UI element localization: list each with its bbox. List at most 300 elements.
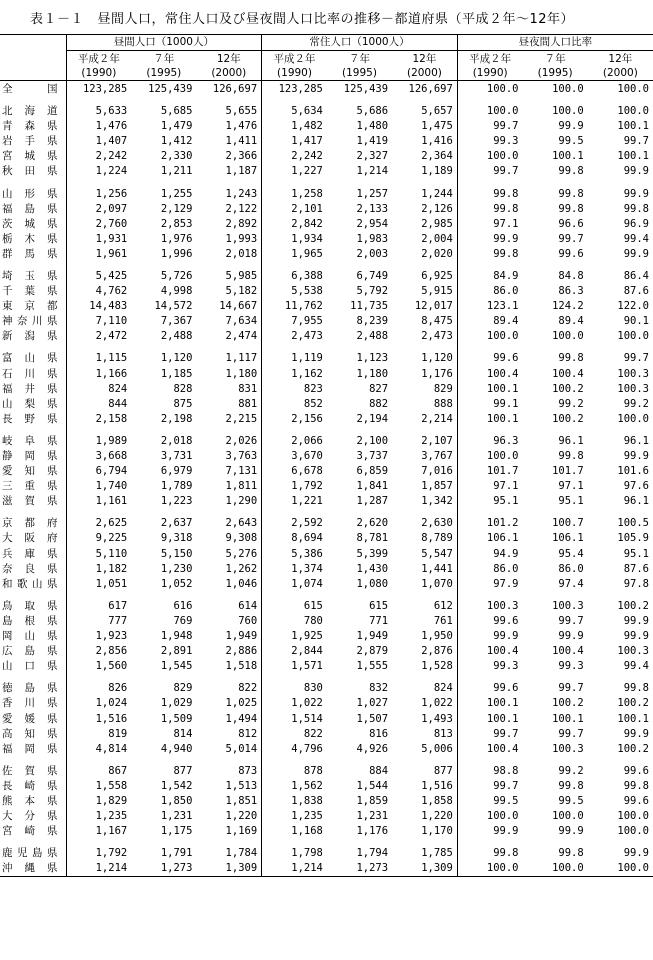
value-cell: 5,792 [356, 285, 389, 298]
value-cell: 99.1 [457, 397, 522, 412]
year-header-label: 12年 [412, 52, 437, 65]
prefecture-name: 山形県 [2, 187, 58, 200]
year-header-label: 12年 [608, 52, 633, 65]
spacer-row [0, 344, 653, 351]
value-cell: 99.8 [558, 165, 584, 178]
value-cell: 95.1 [623, 547, 649, 560]
value-cell: 1,123 [356, 352, 389, 365]
value-cell: 87.6 [623, 562, 649, 575]
table-row [0, 599, 653, 614]
value-cell: 1,516 [66, 711, 131, 726]
value-cell: 1,493 [421, 712, 453, 725]
value-cell: 1,518 [225, 660, 258, 673]
prefecture-name: 香川県 [2, 697, 58, 710]
value-cell: 100.1 [617, 150, 649, 163]
table-row [0, 516, 653, 531]
value-cell: 5,182 [225, 285, 258, 298]
value-cell: 1,925 [262, 629, 327, 644]
value-cell: 1,257 [356, 187, 389, 200]
value-cell: 1,167 [66, 824, 131, 839]
value-cell: 123,285 [262, 81, 327, 98]
value-cell: 823 [262, 382, 327, 397]
value-cell: 816 [369, 727, 389, 740]
value-cell: 99.6 [457, 614, 522, 629]
value-cell: 97.1 [558, 480, 584, 493]
value-cell: 875 [173, 397, 193, 410]
population-table [0, 34, 653, 877]
value-cell: 6,388 [262, 269, 327, 284]
value-cell: 1,740 [66, 479, 131, 494]
table-row [0, 494, 653, 509]
value-cell: 2,488 [160, 330, 193, 343]
value-cell: 844 [66, 397, 131, 412]
value-cell: 99.9 [457, 824, 522, 839]
value-cell: 86.0 [457, 284, 522, 299]
value-cell: 5,399 [356, 547, 389, 560]
value-cell: 14,572 [154, 300, 193, 313]
value-cell: 5,276 [225, 547, 258, 560]
value-cell: 99.2 [623, 397, 649, 410]
value-cell: 100.0 [617, 105, 649, 118]
value-cell: 1,798 [262, 846, 327, 861]
value-cell: 2,158 [66, 412, 131, 427]
value-cell: 813 [433, 727, 453, 740]
value-cell: 2,488 [356, 330, 389, 343]
table-title: 表１－１ 昼間人口，常住人口及び昼夜間人口比率の推移－都道府県（平成２年～12年） [30, 12, 575, 27]
value-cell: 1,989 [66, 434, 131, 449]
value-cell: 99.8 [457, 247, 522, 262]
prefecture-name: 新潟県 [2, 330, 58, 343]
value-cell: 877 [173, 764, 193, 777]
value-cell: 1,555 [356, 660, 389, 673]
value-cell: 1,784 [225, 847, 258, 860]
year-header-label: ７年 [153, 52, 175, 65]
value-cell: 99.7 [623, 135, 649, 148]
prefecture-name: 山口県 [2, 660, 58, 673]
value-cell: 614 [238, 599, 258, 612]
value-cell: 819 [66, 727, 131, 742]
value-cell: 2,985 [421, 217, 453, 230]
value-cell: 99.5 [558, 135, 584, 148]
table-row [0, 846, 653, 861]
prefecture-name: 石川県 [2, 367, 58, 380]
value-cell: 125,439 [343, 82, 389, 95]
value-cell: 100.0 [617, 810, 649, 823]
table-row [0, 314, 653, 329]
value-cell: 99.9 [623, 247, 649, 260]
prefecture-name: 奈良県 [2, 562, 58, 575]
value-cell: 99.7 [558, 727, 584, 740]
value-cell: 99.9 [558, 630, 584, 643]
value-cell: 1,544 [356, 779, 389, 792]
table-row [0, 412, 653, 427]
value-cell: 125,439 [148, 82, 193, 95]
value-cell: 100.1 [457, 696, 522, 711]
table-row [0, 351, 653, 366]
value-cell: 8,789 [421, 532, 453, 545]
value-cell: 1,273 [327, 861, 392, 877]
prefecture-name: 北海道 [2, 105, 58, 118]
value-cell: 1,476 [66, 119, 131, 134]
year-header-western: (1995) [327, 66, 392, 81]
value-cell: 99.7 [457, 727, 522, 742]
value-cell: 14,483 [66, 299, 131, 314]
value-cell: 1,789 [160, 480, 193, 493]
prefecture-name: 東京都 [2, 300, 58, 313]
value-cell: 99.9 [623, 450, 649, 463]
value-cell: 5,686 [356, 105, 389, 118]
value-cell: 1,176 [421, 367, 453, 380]
value-cell: 99.9 [558, 825, 584, 838]
value-cell: 1,170 [421, 825, 453, 838]
prefecture-name: 栃木県 [2, 232, 58, 245]
spacer-row [0, 262, 653, 269]
value-cell: 96.1 [623, 495, 649, 508]
table-row [0, 217, 653, 232]
table-row [0, 531, 653, 546]
value-cell: 1,407 [66, 134, 131, 149]
value-cell: 829 [433, 382, 453, 395]
value-cell: 2,020 [421, 247, 453, 260]
value-cell: 99.7 [623, 352, 649, 365]
value-cell: 1,850 [160, 794, 193, 807]
table-row [0, 119, 653, 134]
table-row [0, 629, 653, 644]
value-cell: 106.1 [552, 532, 584, 545]
value-cell: 99.2 [558, 397, 584, 410]
spacer-row [0, 97, 653, 104]
value-cell: 612 [433, 599, 453, 612]
value-cell: 2,891 [160, 645, 193, 658]
value-cell: 760 [238, 614, 258, 627]
value-cell: 1,841 [356, 480, 389, 493]
value-cell: 12,017 [414, 300, 453, 313]
prefecture-name: 福井県 [2, 382, 58, 395]
value-cell: 99.9 [623, 847, 649, 860]
value-cell: 100.1 [617, 712, 649, 725]
group-header-resident: 常住人口（1000人） [262, 35, 458, 51]
value-cell: 1,961 [66, 247, 131, 262]
value-cell: 90.1 [623, 315, 649, 328]
value-cell: 3,670 [262, 449, 327, 464]
prefecture-name: 三重県 [2, 480, 58, 493]
value-cell: 1,794 [356, 847, 389, 860]
prefecture-name: 宮崎県 [2, 825, 58, 838]
table-row [0, 269, 653, 284]
value-cell: 99.7 [558, 682, 584, 695]
value-cell: 2,954 [356, 217, 389, 230]
value-cell: 7,131 [225, 465, 258, 478]
value-cell: 100.0 [617, 412, 649, 425]
value-cell: 1,162 [262, 367, 327, 382]
value-cell: 99.8 [558, 847, 584, 860]
value-cell: 2,133 [356, 202, 389, 215]
value-cell: 2,194 [356, 412, 389, 425]
value-cell: 1,074 [262, 577, 327, 592]
value-cell: 2,214 [421, 412, 453, 425]
table-row [0, 186, 653, 201]
table-row [0, 464, 653, 479]
value-cell: 1,983 [356, 232, 389, 245]
value-cell: 101.7 [457, 464, 522, 479]
value-cell: 100.0 [552, 105, 584, 118]
value-cell: 100.4 [457, 367, 522, 382]
value-cell: 615 [262, 599, 327, 614]
spacer-row [0, 839, 653, 846]
value-cell: 4,926 [356, 742, 389, 755]
value-cell: 2,592 [262, 516, 327, 531]
value-cell: 99.9 [457, 629, 522, 644]
value-cell: 1,256 [66, 186, 131, 201]
value-cell: 7,634 [225, 315, 258, 328]
value-cell: 617 [66, 599, 131, 614]
table-row [0, 202, 653, 217]
value-cell: 2,473 [262, 329, 327, 344]
value-cell: 96.9 [623, 217, 649, 230]
value-cell: 1,859 [356, 794, 389, 807]
table-row [0, 104, 653, 119]
value-cell: 1,416 [421, 135, 453, 148]
table-row [0, 547, 653, 562]
table-row [0, 809, 653, 824]
value-cell: 100.2 [617, 697, 649, 710]
table-row [0, 247, 653, 262]
value-cell: 3,767 [421, 450, 453, 463]
value-cell: 2,327 [356, 150, 389, 163]
value-cell: 1,838 [262, 794, 327, 809]
value-cell: 4,998 [160, 285, 193, 298]
table-row [0, 861, 653, 877]
value-cell: 99.3 [457, 659, 522, 674]
prefecture-name: 神奈川県 [2, 315, 58, 328]
value-cell: 100.1 [552, 150, 584, 163]
value-cell: 2,198 [160, 412, 193, 425]
value-cell: 2,215 [225, 412, 258, 425]
value-cell: 1,180 [225, 367, 258, 380]
value-cell: 828 [173, 382, 193, 395]
value-cell: 1,931 [66, 232, 131, 247]
value-cell: 881 [238, 397, 258, 410]
value-cell: 831 [238, 382, 258, 395]
value-cell: 1,851 [225, 794, 258, 807]
value-cell: 2,129 [160, 202, 193, 215]
value-cell: 100.0 [457, 809, 522, 824]
value-cell: 8,239 [356, 315, 389, 328]
value-cell: 100.2 [552, 382, 584, 395]
value-cell: 2,097 [66, 202, 131, 217]
value-cell: 1,923 [66, 629, 131, 644]
value-cell: 100.0 [457, 329, 522, 344]
spacer-row [0, 509, 653, 516]
value-cell: 99.9 [623, 187, 649, 200]
value-cell: 2,876 [421, 645, 453, 658]
value-cell: 1,976 [160, 232, 193, 245]
value-cell: 96.1 [623, 434, 649, 447]
value-cell: 1,046 [225, 577, 258, 590]
value-cell: 1,516 [421, 779, 453, 792]
value-cell: 100.0 [552, 82, 584, 95]
table-row [0, 577, 653, 592]
prefecture-name: 熊本県 [2, 794, 58, 807]
value-cell: 1,235 [66, 809, 131, 824]
value-cell: 1,262 [225, 562, 258, 575]
value-cell: 97.4 [558, 577, 584, 590]
table-row [0, 329, 653, 344]
value-cell: 86.4 [623, 269, 649, 282]
value-cell: 1,829 [66, 794, 131, 809]
value-cell: 1,545 [160, 660, 193, 673]
value-cell: 827 [369, 382, 389, 395]
value-cell: 1,494 [225, 712, 258, 725]
value-cell: 1,993 [225, 232, 258, 245]
prefecture-name: 千葉県 [2, 285, 58, 298]
value-cell: 884 [369, 764, 389, 777]
value-cell: 95.4 [558, 547, 584, 560]
value-cell: 1,542 [160, 779, 193, 792]
value-cell: 1,189 [421, 165, 453, 178]
prefecture-name: 兵庫県 [2, 547, 58, 560]
value-cell: 2,004 [421, 232, 453, 245]
prefecture-name: 鳥取県 [2, 599, 58, 612]
value-cell: 1,227 [262, 164, 327, 179]
value-cell: 1,231 [160, 810, 193, 823]
value-cell: 8,475 [421, 315, 453, 328]
prefecture-name: 埼玉県 [2, 269, 58, 282]
value-cell: 99.2 [558, 764, 584, 777]
value-cell: 99.8 [623, 202, 649, 215]
value-cell: 11,735 [350, 300, 389, 313]
value-cell: 100.0 [457, 449, 522, 464]
value-cell: 5,634 [262, 104, 327, 119]
value-cell: 122.0 [617, 300, 649, 313]
spacer-row [0, 592, 653, 599]
prefecture-name: 京都府 [2, 517, 58, 530]
value-cell: 3,731 [160, 450, 193, 463]
value-cell: 86.3 [558, 285, 584, 298]
value-cell: 1,507 [356, 712, 389, 725]
value-cell: 101.6 [617, 465, 649, 478]
value-cell: 1,235 [262, 809, 327, 824]
value-cell: 1,052 [160, 577, 193, 590]
value-cell: 824 [66, 382, 131, 397]
value-cell: 1,185 [160, 367, 193, 380]
value-cell: 2,242 [66, 149, 131, 164]
value-cell: 100.2 [617, 599, 649, 612]
prefecture-name: 福島県 [2, 202, 58, 215]
value-cell: 97.1 [457, 479, 522, 494]
value-cell: 100.0 [588, 861, 653, 877]
value-cell: 7,367 [160, 315, 193, 328]
value-cell: 100.4 [457, 742, 522, 757]
value-cell: 99.8 [623, 779, 649, 792]
value-cell: 100.1 [457, 711, 522, 726]
value-cell: 100.4 [552, 645, 584, 658]
value-cell: 616 [173, 599, 193, 612]
year-header-western: (1990) [457, 66, 522, 81]
prefecture-name: 沖縄県 [0, 861, 66, 877]
value-cell: 100.0 [617, 825, 649, 838]
value-cell: 2,760 [66, 217, 131, 232]
value-cell: 5,150 [160, 547, 193, 560]
year-header-western: (2000) [588, 66, 653, 81]
prefecture-name: 和歌山県 [2, 577, 58, 590]
spacer-row [0, 674, 653, 681]
prefecture-name: 長野県 [2, 412, 58, 425]
value-cell: 1,214 [262, 861, 327, 877]
value-cell: 1,479 [160, 120, 193, 133]
value-cell: 3,668 [66, 449, 131, 464]
value-cell: 6,794 [66, 464, 131, 479]
value-cell: 2,630 [421, 517, 453, 530]
value-cell: 2,026 [225, 434, 258, 447]
value-cell: 105.9 [617, 532, 649, 545]
value-cell: 1,220 [225, 810, 258, 823]
value-cell: 99.9 [623, 630, 649, 643]
value-cell: 1,175 [160, 825, 193, 838]
value-cell: 6,749 [356, 269, 389, 282]
value-cell: 99.8 [558, 187, 584, 200]
value-cell: 1,024 [66, 696, 131, 711]
value-cell: 1,562 [262, 779, 327, 794]
value-cell: 1,187 [225, 165, 258, 178]
value-cell: 2,474 [225, 330, 258, 343]
prefecture-name: 茨城県 [2, 217, 58, 230]
value-cell: 101.2 [457, 516, 522, 531]
value-cell: 2,844 [262, 644, 327, 659]
value-cell: 2,886 [225, 645, 258, 658]
value-cell: 8,694 [262, 531, 327, 546]
value-cell: 826 [66, 681, 131, 696]
value-cell: 771 [369, 614, 389, 627]
year-header-western: (2000) [196, 66, 261, 81]
table-row [0, 134, 653, 149]
value-cell: 1,115 [66, 351, 131, 366]
prefecture-name: 高知県 [2, 727, 58, 740]
value-cell: 99.6 [623, 764, 649, 777]
value-cell: 96.3 [457, 434, 522, 449]
value-cell: 98.8 [457, 764, 522, 779]
value-cell: 1,950 [421, 630, 453, 643]
prefecture-name: 岐阜県 [2, 434, 58, 447]
value-cell: 2,101 [262, 202, 327, 217]
value-cell: 1,166 [66, 367, 131, 382]
value-cell: 1,120 [160, 352, 193, 365]
value-cell: 873 [238, 764, 258, 777]
value-cell: 1,290 [225, 495, 258, 508]
year-header-label: 平成２年 [66, 51, 131, 67]
value-cell: 2,472 [66, 329, 131, 344]
table-row [0, 711, 653, 726]
value-cell: 1,411 [225, 135, 258, 148]
value-cell: 5,006 [421, 742, 453, 755]
value-cell: 1,509 [160, 712, 193, 725]
table-row [0, 164, 653, 179]
value-cell: 1,785 [421, 847, 453, 860]
value-cell: 2,620 [356, 517, 389, 530]
value-cell: 3,763 [225, 450, 258, 463]
table-row [0, 232, 653, 247]
value-cell: 2,018 [225, 247, 258, 260]
value-cell: 100.1 [552, 712, 584, 725]
year-header-western: (2000) [392, 66, 457, 81]
spacer-row [0, 757, 653, 764]
value-cell: 14,667 [219, 300, 258, 313]
value-cell: 124.2 [552, 300, 584, 313]
value-cell: 1,120 [421, 352, 453, 365]
prefecture-name: 長崎県 [2, 779, 58, 792]
prefecture-name: 大分県 [2, 810, 58, 823]
value-cell: 100.1 [457, 412, 522, 427]
